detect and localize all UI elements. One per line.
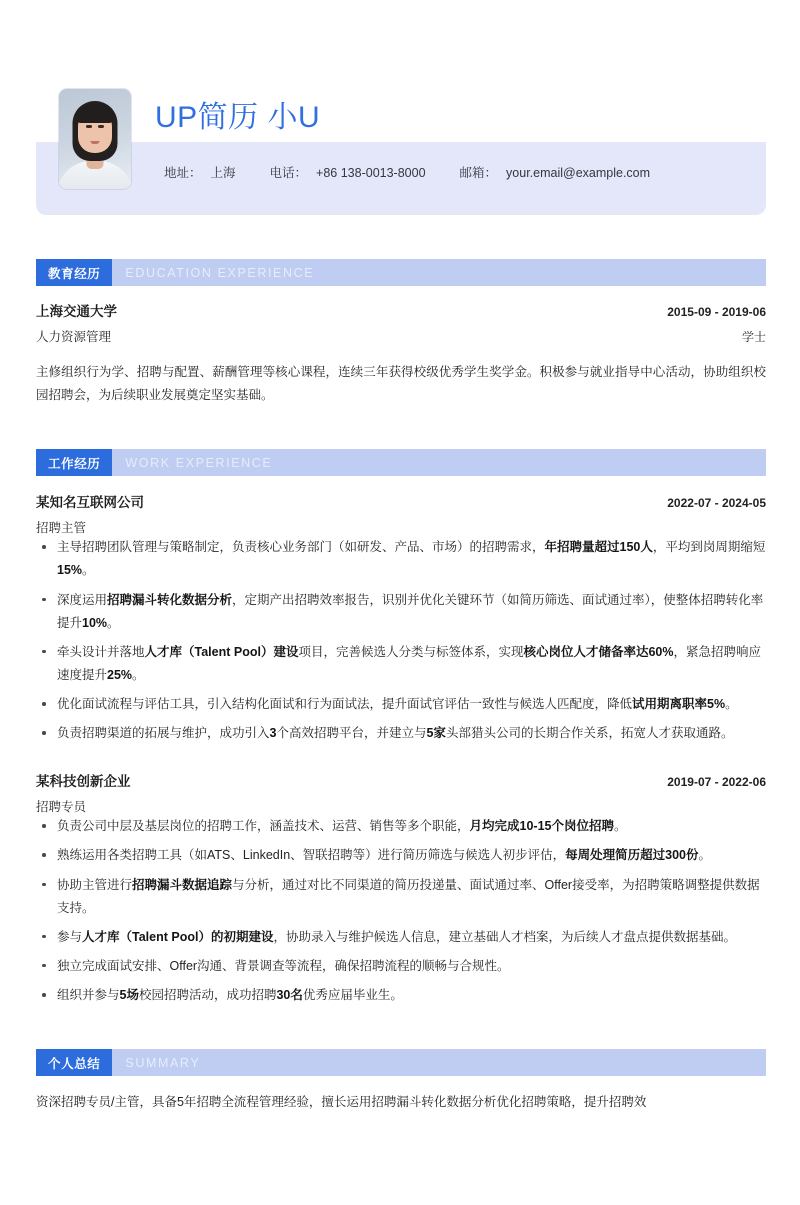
highlight-text: 每周处理简历超过300份 <box>565 848 699 863</box>
body-text: 负责公司中层及基层岗位的招聘工作，涵盖技术、运营、销售等多个职能， <box>57 819 470 834</box>
page-title: UP简历 小U <box>155 101 321 134</box>
highlight-text: 月均完成10-15个岗位招聘 <box>469 819 614 834</box>
body-text: 个高效招聘平台，并建立与 <box>276 726 427 741</box>
section-subtitle-education: EDUCATION EXPERIENCE <box>125 265 315 280</box>
section-subtitle-work: WORK EXPERIENCE <box>125 455 273 470</box>
section-education <box>36 259 766 407</box>
body-text: 头部猎头公司的长期合作关系，拓宽人才获取通路。 <box>445 726 734 741</box>
highlight-text: 25% <box>107 667 133 682</box>
section-badge-work: 工作经历 <box>36 449 112 476</box>
highlight-text: 3 <box>269 726 277 741</box>
spacer <box>36 215 766 259</box>
highlight-text: 核心岗位人才储备率达60% <box>523 644 674 659</box>
body-text: 。 <box>698 848 712 863</box>
education-entry <box>36 286 766 407</box>
company-name: 某知名互联网公司 <box>36 495 144 511</box>
list-item <box>36 815 766 838</box>
section-badge-education: 教育经历 <box>36 259 112 286</box>
work-entry <box>36 770 766 1007</box>
work-date: 2022-07 - 2024-05 <box>667 496 766 511</box>
highlight-text: 5场 <box>119 988 139 1002</box>
job-title: 招聘主管 <box>36 521 87 536</box>
list-item <box>36 984 766 1007</box>
list-item <box>36 589 766 635</box>
highlight-text: 试用期离职率5% <box>632 697 726 711</box>
contact-item-email <box>460 163 651 181</box>
contact-item-phone <box>270 163 426 181</box>
summary-text: 资深招聘专员/主管，具备5年招聘全流程管理经验，擅长运用招聘漏斗转化数据分析优化招聘策略，提升招聘效 <box>36 1095 647 1110</box>
highlight-text: 10% <box>82 615 108 630</box>
section-badge-summary: 个人总结 <box>36 1049 112 1076</box>
body-text: 。 <box>614 819 627 834</box>
highlight-text: 15% <box>57 563 83 578</box>
body-text: 。 <box>107 615 120 630</box>
highlight-text: 5家 <box>426 726 446 741</box>
body-text: 。 <box>82 563 95 578</box>
contact-label-address: 地址： <box>164 166 202 180</box>
work-bullet-list <box>36 536 766 745</box>
body-text: ，定期产出招聘效率报告，识别并优化关键环节（如简历筛选、面试通过率），使整体招聘转化率提升 <box>57 592 764 630</box>
list-item <box>36 693 766 716</box>
list-item <box>36 722 766 745</box>
list-item <box>36 955 766 978</box>
work-entry-head <box>36 491 766 511</box>
photo-eye-right <box>98 125 104 128</box>
body-text: 协助主管进行 <box>57 877 133 892</box>
highlight-text: 招聘漏斗转化数据分析 <box>107 592 233 607</box>
education-degree: 学士 <box>741 330 766 344</box>
list-item <box>36 844 766 867</box>
highlight-text: 30名 <box>276 988 303 1002</box>
contact-label-email: 邮箱： <box>459 166 498 180</box>
company-name: 某科技创新企业 <box>36 774 131 790</box>
body-text: 优化面试流程与评估工具，引入结构化面试和行为面试法，提升面试官评估一致性与候选人匹配度，降低 <box>57 697 633 711</box>
body-text: 负责招聘渠道的拓展与维护，成功引入 <box>57 726 270 741</box>
section-summary <box>36 1049 766 1114</box>
contact-value-address: 上海 <box>210 166 236 180</box>
body-text: ，协助录入与维护候选人信息，建立基础人才档案，为后续人才盘点提供数据基础。 <box>273 929 736 944</box>
school-name: 上海交通大学 <box>36 304 117 319</box>
body-text: ，平均到岗周期缩短 <box>652 540 766 555</box>
contact-value-phone: +86 138-0013-8000 <box>316 166 426 180</box>
photo-fringe <box>75 104 115 123</box>
work-entry-head <box>36 770 766 790</box>
body-text: 牵头设计并落地 <box>57 644 145 659</box>
work-date: 2019-07 - 2022-06 <box>667 775 766 790</box>
body-text: 项目，完善候选人分类与标签体系，实现 <box>298 644 524 659</box>
job-title: 招聘专员 <box>36 800 87 815</box>
contact-row <box>164 163 650 181</box>
section-subtitle-summary: SUMMARY <box>125 1055 201 1070</box>
body-text: 主导招聘团队管理与策略制定，负责核心业务部门（如研发、产品、市场）的招聘需求， <box>57 540 545 555</box>
highlight-text: 人才库（Talent Pool）建设 <box>144 644 299 659</box>
resume-header-card <box>36 75 766 215</box>
body-text: 熟练运用各类招聘工具（如ATS、LinkedIn、智联招聘等）进行简历筛选与候选人初步评估， <box>57 848 566 863</box>
highlight-text: 人才库（Talent Pool）的初期建设 <box>82 929 274 944</box>
body-text: 。 <box>725 697 738 711</box>
work-bullet-list <box>36 815 766 1007</box>
education-sub-row <box>36 327 766 345</box>
list-item <box>36 536 766 582</box>
list-item <box>36 641 766 687</box>
body-text: 与分析，通过对比不同渠道的简历投递量、面试通过率、Offer接受率，为招聘策略调整提供数据支持。 <box>57 877 760 915</box>
contact-label-phone: 电话： <box>269 166 308 180</box>
highlight-text: 年招聘量超过150人 <box>544 540 653 555</box>
section-header-education <box>36 259 766 286</box>
section-header-summary <box>36 1049 766 1076</box>
section-work <box>36 449 766 1007</box>
list-item <box>36 926 766 949</box>
photo-eye-left <box>86 125 92 128</box>
spacer <box>36 1007 766 1049</box>
resume-page <box>0 75 800 1205</box>
education-entry-head <box>36 300 766 320</box>
header-top-band <box>36 75 766 142</box>
body-text: 参与 <box>57 929 83 944</box>
list-item <box>36 874 766 920</box>
body-text: 组织并参与 <box>57 988 120 1002</box>
work-entry <box>36 476 766 745</box>
spacer <box>36 407 766 449</box>
body-text: 优秀应届毕业生。 <box>302 988 403 1002</box>
highlight-text: 招聘漏斗数据追踪 <box>132 877 233 892</box>
body-text: 。 <box>132 667 145 682</box>
education-major: 人力资源管理 <box>36 330 112 344</box>
education-description: 主修组织行为学、招聘与配置、薪酬管理等核心课程，连续三年获得校级优秀学生奖学金。积极参与就业指导中心活动，协助组织校园招聘会，为后续职业发展奠定坚实基础。 <box>36 365 766 403</box>
work-sub-row <box>36 797 766 815</box>
section-header-work <box>36 449 766 476</box>
contact-item-address <box>164 163 236 181</box>
body-text: 深度运用 <box>57 592 108 607</box>
contact-value-email: your.email@example.com <box>506 166 651 180</box>
avatar <box>59 89 131 189</box>
body-text: 校园招聘活动，成功招聘 <box>138 988 277 1002</box>
body-text: 独立完成面试安排、Offer沟通、背景调查等流程，确保招聘流程的顺畅与合规性。 <box>57 958 510 973</box>
work-sub-row <box>36 518 766 536</box>
education-date: 2015-09 - 2019-06 <box>667 305 766 319</box>
body-text: ，紧急招聘响应速度提升 <box>57 644 762 682</box>
